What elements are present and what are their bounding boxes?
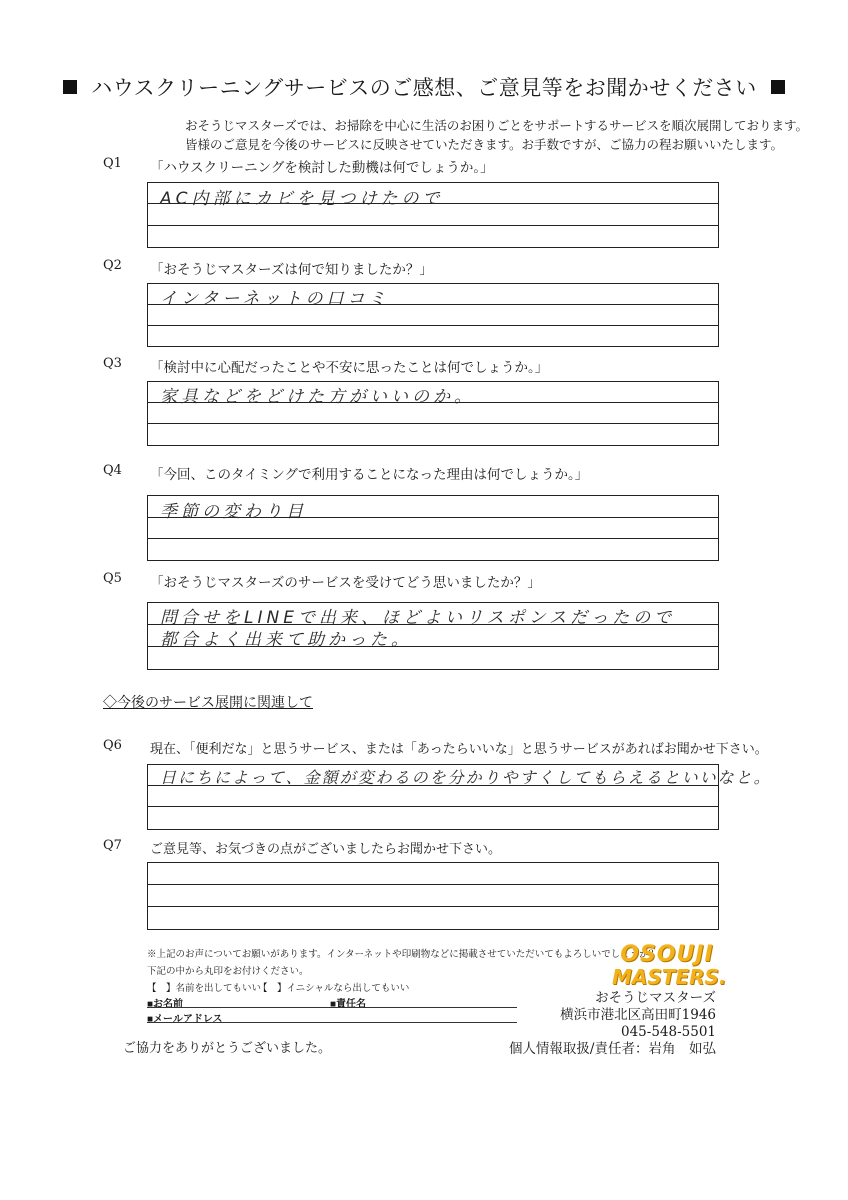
- intro-line-2: 皆様のご意見を今後のサービスに反映させていただきます。お手数ですが、ご協力の程お願いいたします。: [185, 137, 784, 152]
- section-heading: ◇今後のサービス展開に関連して: [103, 694, 313, 710]
- q2-question: 「おそうじマスターズは何で知りましたか？」: [150, 262, 433, 278]
- q3-question: 「検討中に心配だったことや不安に思ったことは何でしょうか。」: [150, 360, 549, 376]
- q1-question: 「ハウスクリーニングを検討した動機は何でしょうか。」: [150, 160, 494, 176]
- page-title-text: ハウスクリーニングサービスのご感想、ご意見等をお聞かせください: [91, 76, 757, 100]
- q5-question: 「おそうじマスターズのサービスを受けてどう思いましたか？」: [150, 575, 541, 591]
- intro-text: [185, 116, 808, 154]
- q3-number: Q3: [103, 356, 122, 371]
- q7-question: ご意見等、お気づきの点がございましたらお聞かせ下さい。: [150, 842, 502, 857]
- q3-answer-line-1: 家具などをどけた方がいいのか。: [160, 387, 475, 407]
- company-name: おそうじマスターズ: [595, 990, 716, 1006]
- q5-number: Q5: [103, 571, 122, 586]
- logo-line-2: MASTERS.: [612, 965, 727, 989]
- q1-answer-line-1: AC内部にカビを見つけたので: [160, 189, 444, 209]
- q4-answer-box[interactable]: [147, 495, 719, 561]
- option-name-ok[interactable]: 【 】名前を出してもいい: [147, 983, 262, 994]
- q1-number: Q1: [103, 156, 122, 171]
- square-bullet-icon: [63, 80, 77, 94]
- q6-question: 現在、「便利だな」と思うサービス、または「あったらいいな」と思うサービスがあればお聞かせ下さい。: [150, 742, 768, 757]
- osouji-masters-logo: [612, 942, 727, 989]
- q6-answer-box[interactable]: [147, 764, 772, 830]
- q5-answer-box[interactable]: [147, 602, 719, 670]
- q5-answer-line-2: 都合よく出来て助かった。: [160, 630, 412, 650]
- q2-answer-box[interactable]: [147, 283, 719, 347]
- footer-note-1: ※上記のお声についてお願いがあります。インターネットや印刷物などに掲載させていただいてもよろしいでしょうか？: [147, 949, 659, 960]
- page-title: [0, 72, 848, 102]
- square-bullet-icon: [771, 80, 785, 94]
- q1-answer-box[interactable]: [147, 182, 719, 248]
- q7-answer-box[interactable]: [147, 862, 719, 930]
- company-info: [509, 990, 716, 1058]
- thanks-text: ご協力をありがとうございました。: [123, 1041, 332, 1056]
- q4-answer-line-1: 季節の変わり目: [160, 502, 307, 522]
- q4-question: 「今回、このタイミングで利用することになった理由は何でしょうか。」: [150, 467, 589, 483]
- email-line[interactable]: [147, 1022, 517, 1023]
- email-label: ■メールアドレス: [147, 1014, 223, 1025]
- company-phone: 045-548-5501: [620, 1024, 716, 1040]
- company-address: 横浜市港北区高田町1946: [560, 1007, 716, 1023]
- logo-line-1: OSOUJI: [620, 942, 714, 967]
- name-line[interactable]: [147, 1007, 517, 1008]
- q6-answer-line-1: 日にちによって、金額が変わるのを分かりやすくしてもらえるといいなと。: [160, 768, 772, 787]
- q5-answer-line-1: 問合せをLINEで出来、ほどよいリスポンスだったので: [160, 608, 676, 628]
- q4-number: Q4: [103, 463, 122, 478]
- footer-note-2: 下記の中から丸印をお付けください。: [147, 966, 309, 977]
- q3-answer-box[interactable]: [147, 381, 719, 446]
- privacy-officer: 個人情報取扱/責任者：岩角 如弘: [508, 1041, 716, 1057]
- q6-number: Q6: [103, 738, 122, 753]
- name-label: ■お名前: [147, 999, 184, 1010]
- person-label: ■責任名: [330, 999, 367, 1010]
- q2-number: Q2: [103, 258, 122, 273]
- intro-line-1: おそうじマスターズでは、お掃除を中心に生活のお困りごとをサポートするサービスを順次展開しております。: [185, 118, 809, 133]
- option-initial-ok[interactable]: 【 】イニシャルなら出してもいい: [258, 983, 410, 994]
- q7-number: Q7: [103, 838, 122, 853]
- q2-answer-line-1: インターネットの口コミ: [160, 289, 390, 309]
